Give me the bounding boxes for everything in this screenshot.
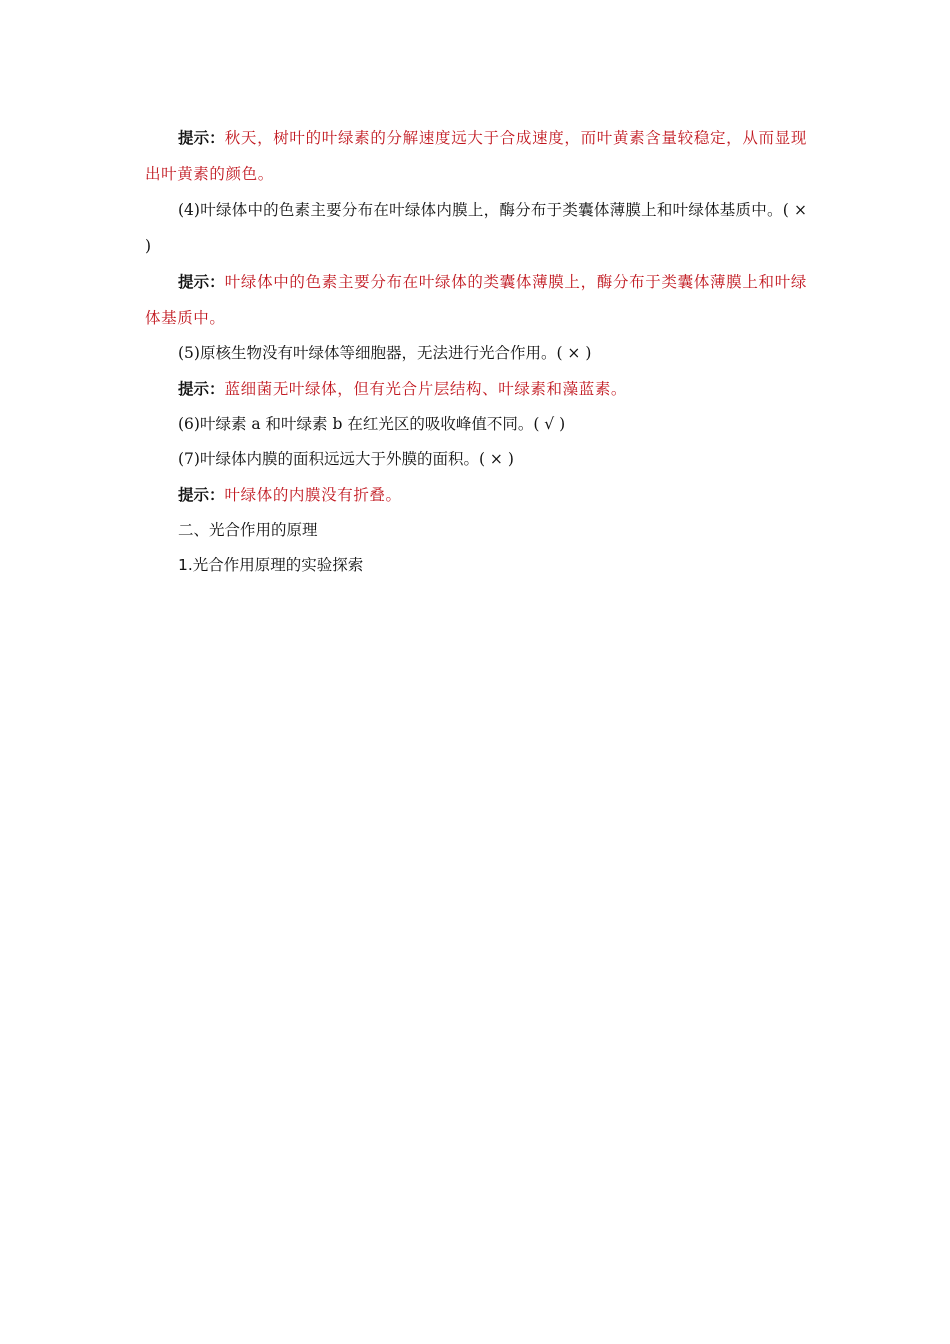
hint-paragraph-4 <box>145 264 807 336</box>
hint-paragraph-3 <box>145 120 807 192</box>
section-heading: 二、光合作用的原理 <box>178 521 318 539</box>
subsection-heading: 1.光合作用原理的实验探索 <box>178 556 364 574</box>
hint-paragraph-7 <box>145 477 807 513</box>
hint-text: 秋天，树叶的叶绿素的分解速度远大于合成速度，而叶黄素含量较稳定，从而显现出叶黄素的颜色。 <box>145 129 807 183</box>
hint-label: 提示： <box>178 272 225 291</box>
hint-text: 蓝细菌无叶绿体，但有光合片层结构、叶绿素和藻蓝素。 <box>224 380 628 398</box>
page-content <box>145 120 807 583</box>
hint-label: 提示： <box>178 485 225 504</box>
hint-label: 提示： <box>178 128 225 147</box>
question-4: (4)叶绿体中的色素主要分布在叶绿体内膜上，酶分布于类囊体薄膜上和叶绿体基质中。( × ) <box>145 201 807 255</box>
hint-paragraph-5 <box>145 371 807 407</box>
hint-text: 叶绿体中的色素主要分布在叶绿体的类囊体薄膜上，酶分布于类囊体薄膜上和叶绿体基质中。 <box>145 273 807 327</box>
question-5: (5)原核生物没有叶绿体等细胞器，无法进行光合作用。( × ) <box>178 344 592 362</box>
hint-label: 提示： <box>178 379 225 398</box>
hint-text: 叶绿体的内膜没有折叠。 <box>224 486 402 504</box>
question-6: (6)叶绿素 a 和叶绿素 b 在红光区的吸收峰值不同。( √ ) <box>178 415 566 433</box>
question-7: (7)叶绿体内膜的面积远远大于外膜的面积。( × ) <box>178 450 514 468</box>
